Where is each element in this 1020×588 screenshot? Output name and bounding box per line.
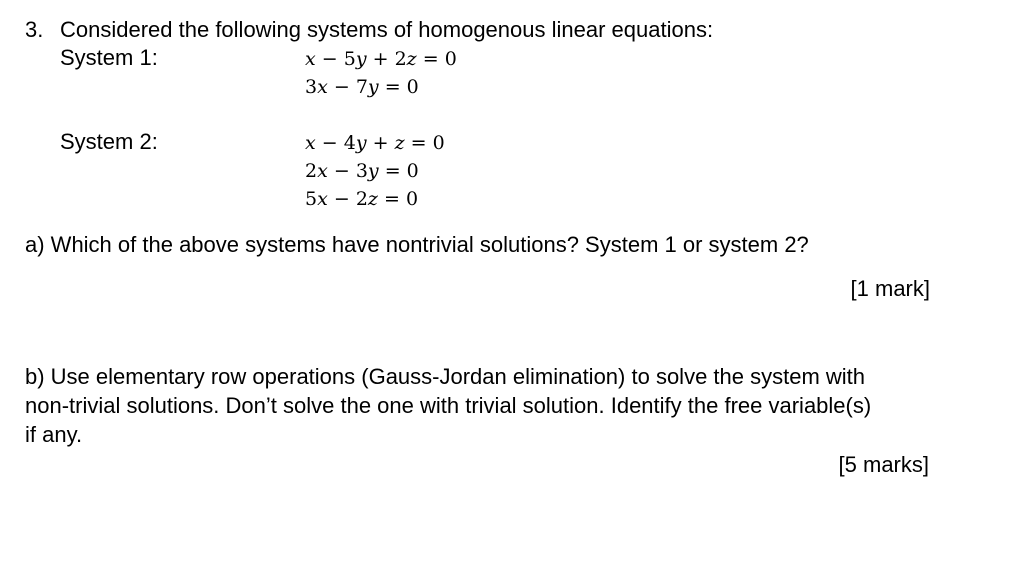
part-a-marks: [1 mark]	[850, 276, 930, 301]
system-1-equation-1: x − 5y + 2z = 0	[305, 48, 457, 70]
part-b-line-2: non-trivial solutions. Don’t solve the one with trivial solution. Identify the free variable(s)	[25, 393, 872, 418]
question-number: 3.	[25, 17, 44, 42]
system-2-equation-1: x − 4y + z = 0	[305, 132, 445, 154]
system-1-equation-2: 3x − 7y = 0	[305, 76, 419, 98]
part-b-line-1: b) Use elementary row operations (Gauss-Jordan elimination) to solve the system with	[25, 364, 866, 389]
system-2-equation-2: 2x − 3y = 0	[305, 160, 419, 182]
question-intro: Considered the following systems of homogenous linear equations:	[60, 17, 714, 42]
system-2-label: System 2:	[60, 129, 158, 154]
part-b-line-3: if any.	[25, 422, 83, 447]
system-1-label: System 1:	[60, 45, 158, 70]
part-b-marks: [5 marks]	[838, 452, 929, 477]
part-a-question: a) Which of the above systems have nontrivial solutions? System 1 or system 2?	[25, 232, 809, 257]
system-2-equation-3: 5x − 2z = 0	[305, 188, 419, 210]
